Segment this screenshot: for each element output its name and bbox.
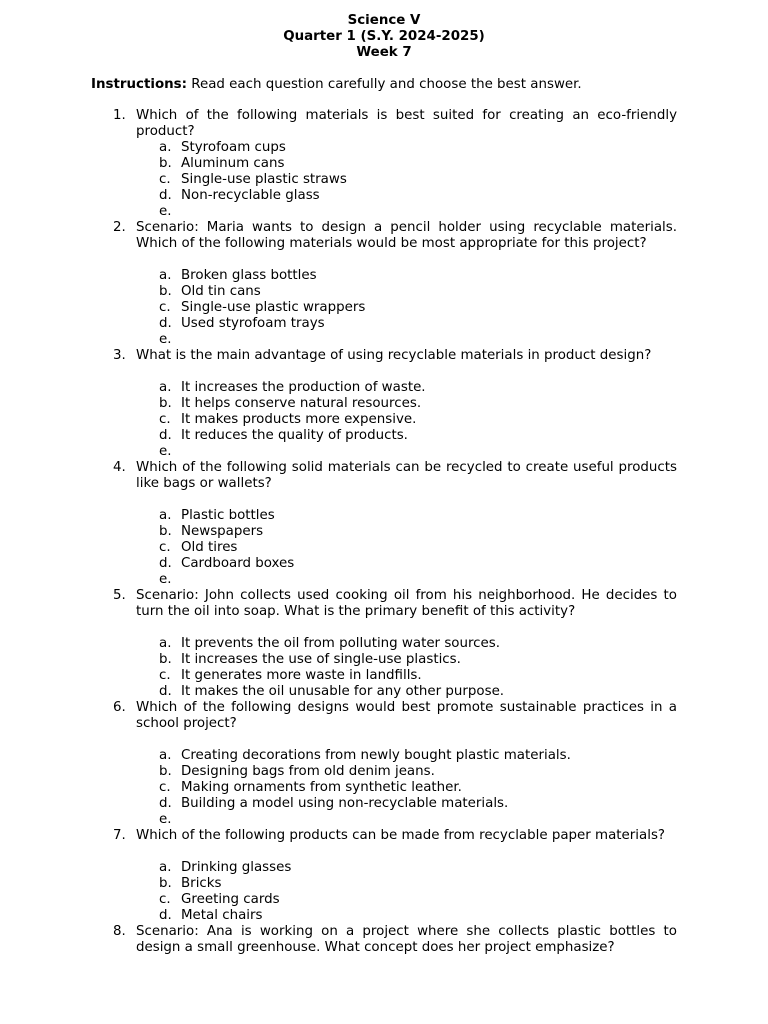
option-letter: e.	[159, 204, 172, 219]
option-letter: b.	[159, 396, 172, 411]
question-text: Which of the following materials is best suited for creating an eco-friendly product?	[136, 108, 677, 139]
option-letter: a.	[159, 380, 172, 395]
option-letter: a.	[159, 636, 172, 651]
answer-option	[0, 380, 768, 396]
answer-option	[0, 396, 768, 412]
instructions-text: Read each question carefully and choose the best answer.	[187, 77, 582, 92]
question-text: Scenario: Maria wants to design a pencil holder using recyclable materials. Which of the following materials would be most appropriate for this project?	[136, 220, 677, 251]
answer-options	[0, 268, 768, 348]
option-text: Old tin cans	[181, 284, 261, 299]
option-text: Old tires	[181, 540, 238, 555]
question-text: Which of the following products can be made from recyclable paper materials?	[136, 828, 666, 843]
option-text: It prevents the oil from polluting water sources.	[181, 636, 501, 651]
answer-option	[0, 860, 768, 876]
question-number: 8.	[113, 924, 126, 939]
question-text: Scenario: John collects used cooking oil from his neighborhood. He decides to turn the oil into soap. What is the primary benefit of this activity?	[136, 588, 677, 619]
question-number: 5.	[113, 588, 126, 603]
option-letter: d.	[159, 796, 172, 811]
answer-option	[0, 812, 768, 828]
option-letter: b.	[159, 284, 172, 299]
option-text: Single-use plastic wrappers	[181, 300, 366, 315]
question-text: Scenario: Ana is working on a project where she collects plastic bottles to design a small greenhouse. What concept does her project emphasize?	[136, 924, 677, 955]
option-letter: e.	[159, 332, 172, 347]
question-item	[0, 588, 768, 700]
option-text: Greeting cards	[181, 892, 280, 907]
option-text: It increases the production of waste.	[181, 380, 426, 395]
question-number: 1.	[113, 108, 126, 123]
option-text: Aluminum cans	[181, 156, 285, 171]
option-letter: d.	[159, 188, 172, 203]
document-header	[0, 13, 768, 61]
answer-option	[0, 540, 768, 556]
answer-option	[0, 268, 768, 284]
option-letter: c.	[159, 540, 171, 555]
option-letter: e.	[159, 572, 172, 587]
option-text: It increases the use of single-use plastics.	[181, 652, 461, 667]
quarter-title: Quarter 1 (S.Y. 2024-2025)	[283, 29, 485, 44]
week-title: Week 7	[356, 45, 412, 60]
answer-option	[0, 780, 768, 796]
question-text: Which of the following solid materials can be recycled to create useful products like bags or wallets?	[136, 460, 677, 491]
option-letter: b.	[159, 156, 172, 171]
option-text: It helps conserve natural resources.	[181, 396, 422, 411]
answer-option	[0, 876, 768, 892]
question-text: What is the main advantage of using recyclable materials in product design?	[136, 348, 652, 363]
answer-options	[0, 636, 768, 700]
option-text: It generates more waste in landfills.	[181, 668, 422, 683]
question-list	[0, 108, 768, 956]
option-letter: a.	[159, 748, 172, 763]
answer-option	[0, 556, 768, 572]
option-letter: c.	[159, 412, 171, 427]
answer-option	[0, 316, 768, 332]
question-item	[0, 348, 768, 460]
option-text: It makes the oil unusable for any other purpose.	[181, 684, 505, 699]
answer-option	[0, 524, 768, 540]
option-text: Building a model using non-recyclable materials.	[181, 796, 509, 811]
answer-option	[0, 764, 768, 780]
answer-options	[0, 380, 768, 460]
option-text: Used styrofoam trays	[181, 316, 325, 331]
question-item	[0, 700, 768, 828]
answer-option	[0, 332, 768, 348]
question-number: 7.	[113, 828, 126, 843]
answer-option	[0, 140, 768, 156]
answer-option	[0, 652, 768, 668]
answer-option	[0, 892, 768, 908]
answer-option	[0, 172, 768, 188]
option-text: Cardboard boxes	[181, 556, 295, 571]
option-text: Bricks	[181, 876, 222, 891]
question-number: 3.	[113, 348, 126, 363]
option-text: Styrofoam cups	[181, 140, 286, 155]
answer-option	[0, 284, 768, 300]
answer-option	[0, 908, 768, 924]
subject-title: Science V	[347, 13, 421, 28]
option-letter: a.	[159, 268, 172, 283]
option-letter: e.	[159, 444, 172, 459]
question-number: 4.	[113, 460, 126, 475]
option-text: Newspapers	[181, 524, 264, 539]
option-letter: d.	[159, 556, 172, 571]
option-letter: d.	[159, 908, 172, 923]
option-letter: c.	[159, 172, 171, 187]
option-letter: c.	[159, 668, 171, 683]
answer-option	[0, 188, 768, 204]
question-item	[0, 108, 768, 220]
question-item	[0, 924, 768, 956]
option-letter: d.	[159, 316, 172, 331]
option-letter: e.	[159, 812, 172, 827]
question-item	[0, 460, 768, 588]
option-letter: a.	[159, 140, 172, 155]
option-letter: a.	[159, 860, 172, 875]
option-text: Designing bags from old denim jeans.	[181, 764, 435, 779]
answer-option	[0, 508, 768, 524]
answer-option	[0, 204, 768, 220]
instructions	[91, 77, 582, 93]
answer-option	[0, 796, 768, 812]
answer-option	[0, 156, 768, 172]
option-letter: b.	[159, 524, 172, 539]
option-text: It reduces the quality of products.	[181, 428, 408, 443]
option-letter: d.	[159, 428, 172, 443]
option-text: It makes products more expensive.	[181, 412, 417, 427]
option-text: Broken glass bottles	[181, 268, 317, 283]
option-text: Metal chairs	[181, 908, 263, 923]
answer-options	[0, 140, 768, 220]
answer-option	[0, 684, 768, 700]
instructions-label: Instructions:	[91, 77, 188, 92]
question-number: 2.	[113, 220, 126, 235]
question-item	[0, 828, 768, 924]
answer-option	[0, 748, 768, 764]
option-letter: b.	[159, 764, 172, 779]
question-number: 6.	[113, 700, 126, 715]
option-letter: b.	[159, 652, 172, 667]
answer-option	[0, 300, 768, 316]
option-letter: a.	[159, 508, 172, 523]
answer-option	[0, 412, 768, 428]
option-letter: c.	[159, 892, 171, 907]
question-item	[0, 220, 768, 348]
answer-options	[0, 748, 768, 828]
answer-options	[0, 860, 768, 924]
answer-option	[0, 636, 768, 652]
option-letter: c.	[159, 300, 171, 315]
answer-option	[0, 668, 768, 684]
answer-options	[0, 508, 768, 588]
answer-option	[0, 572, 768, 588]
answer-option	[0, 428, 768, 444]
option-letter: b.	[159, 876, 172, 891]
option-text: Single-use plastic straws	[181, 172, 347, 187]
option-text: Drinking glasses	[181, 860, 292, 875]
option-text: Plastic bottles	[181, 508, 275, 523]
option-letter: d.	[159, 684, 172, 699]
answer-option	[0, 444, 768, 460]
option-letter: c.	[159, 780, 171, 795]
option-text: Making ornaments from synthetic leather.	[181, 780, 462, 795]
option-text: Creating decorations from newly bought plastic materials.	[181, 748, 571, 763]
question-text: Which of the following designs would best promote sustainable practices in a school project?	[136, 700, 677, 731]
option-text: Non-recyclable glass	[181, 188, 320, 203]
